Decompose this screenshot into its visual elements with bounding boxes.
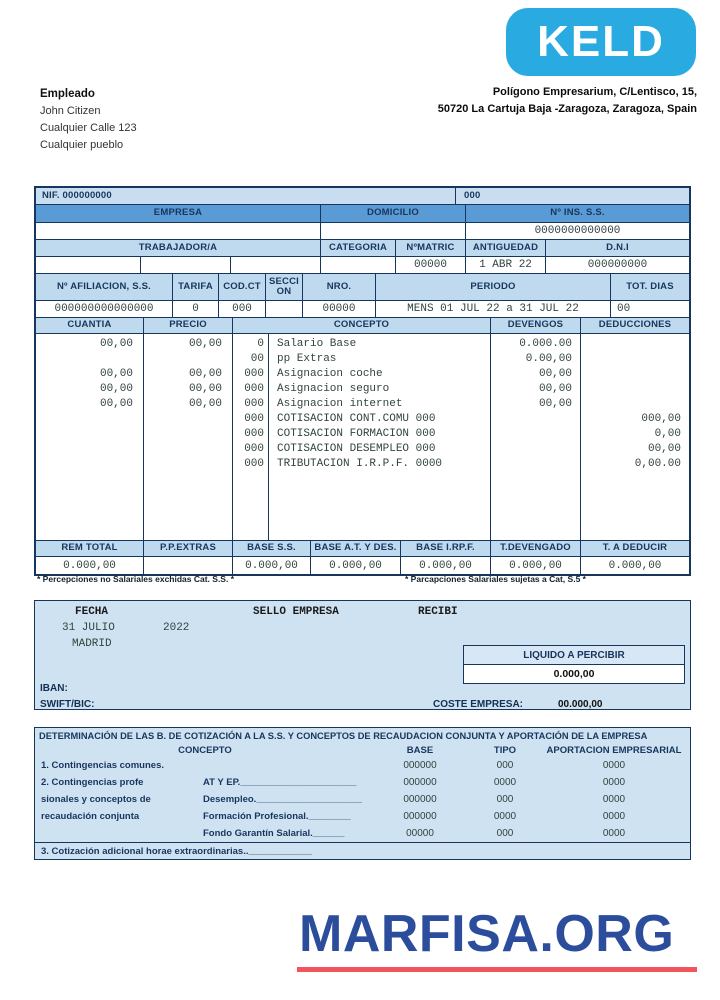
employee-town: Cualquier pueblo <box>40 139 124 151</box>
body-line <box>36 427 133 442</box>
det-row-1-label: 1. Contingencias comunes. <box>41 760 164 771</box>
basess-value: 0.000,00 <box>245 559 298 572</box>
det-row-3-tipo: 000 <box>496 794 514 805</box>
cuantia-header: CUANTIA <box>67 319 112 331</box>
employee-block <box>40 88 137 154</box>
det-row-5-aport: 0000 <box>602 828 626 839</box>
liquido-box <box>463 645 685 684</box>
body-line <box>581 337 681 352</box>
marfisa-underline <box>297 967 697 972</box>
totdias-value: 00 <box>617 303 631 315</box>
recibi-label: RECIBI <box>418 606 458 618</box>
basess-header: BASE S.S. <box>247 542 296 554</box>
totals-header-row <box>36 541 689 557</box>
company-header-row <box>36 205 689 223</box>
body-line <box>144 457 222 472</box>
concept-body <box>36 334 689 541</box>
body-line <box>144 412 222 427</box>
cuantia-column <box>36 334 144 540</box>
determination-panel <box>34 727 691 860</box>
coste-empresa-value: 00.000,00 <box>558 699 603 710</box>
det-row-4-sublabel: Formación Profesional.________ <box>203 811 351 822</box>
det-row-3-sublabel: Desempleo.____________________ <box>203 794 362 805</box>
totals-value-row <box>36 557 689 574</box>
worker-cell-2 <box>141 257 231 273</box>
devengos-header: DEVENGOS <box>507 319 564 331</box>
det-row-4-label: recaudación conjunta <box>41 811 140 822</box>
empresa-header: EMPRESA <box>153 207 203 219</box>
body-line <box>491 457 572 472</box>
body-line: 00,00 <box>538 398 572 410</box>
afiliacion-value: 000000000000000 <box>54 303 154 315</box>
baseat-header: BASE A.T. Y DES. <box>314 542 397 554</box>
body-line: 0.00,00 <box>525 353 572 365</box>
body-line: Asignacion seguro <box>277 383 390 395</box>
body-line: 000 <box>244 443 264 455</box>
det-row-2-sublabel: AT Y EP.______________________ <box>203 777 357 788</box>
det-row-2-base: 000000 <box>403 777 437 788</box>
det-base-header: BASE <box>406 745 434 756</box>
body-line: 000 <box>244 398 264 410</box>
body-line: 0.000.00 <box>519 338 572 350</box>
body-line <box>144 352 222 367</box>
periodo-header: PERIODO <box>470 280 516 292</box>
antiguedad-header: ANTIGUEDAD <box>472 241 539 253</box>
fecha-year: 2022 <box>163 622 190 634</box>
det-row-5-sublabel: Fondo Garantín Salarial.______ <box>203 828 345 839</box>
coste-empresa-label: COSTE EMPRESA: <box>433 699 524 710</box>
liquido-value: 0.000,00 <box>553 668 595 680</box>
body-line: COTISACION DESEMPLEO 000 <box>277 443 436 455</box>
footnote-left: * Percepciones no Salariales exchidas Cat. S.S. * <box>37 574 235 584</box>
affiliation-value-row <box>36 301 689 318</box>
body-line: 0,00 <box>654 428 681 440</box>
body-line: TRIBUTACION I.R.P.F. 0000 <box>277 458 443 470</box>
body-line: 0 <box>257 338 264 350</box>
nif-code: 000 <box>464 189 481 201</box>
body-line: 000 <box>244 383 264 395</box>
body-line: 00,00 <box>99 338 133 350</box>
matric-value: 00000 <box>413 259 447 271</box>
body-line: 00 <box>250 353 264 365</box>
periodo-value: MENS 01 JUL 22 a 31 JUL 22 <box>407 303 579 315</box>
receipt-panel <box>34 600 691 710</box>
remtotal-header: REM TOTAL <box>61 542 118 554</box>
det-row-5-tipo: 000 <box>496 828 514 839</box>
det-concepto-header: CONCEPTO <box>178 745 232 756</box>
afiliacion-header: Nº AFILIACION, S.S. <box>56 280 151 292</box>
tarifa-value: 0 <box>192 303 199 315</box>
worker-value-row <box>36 257 689 274</box>
body-line: COTISACION CONT.COMU 000 <box>277 413 436 425</box>
employee-name: John Citizen <box>40 105 101 117</box>
precio-header: PRECIO <box>169 319 207 331</box>
totdias-header: TOT. DIAS <box>626 280 674 292</box>
determination-divider <box>35 842 690 843</box>
body-line: 000 <box>244 458 264 470</box>
domicilio-header: DOMICILIO <box>367 207 419 219</box>
company-value-row <box>36 223 689 240</box>
code-column <box>233 334 269 540</box>
employee-label: Empleado <box>40 88 95 100</box>
body-line <box>36 442 133 457</box>
body-line: 000 <box>244 428 264 440</box>
nro-value: 00000 <box>322 303 356 315</box>
body-line: 00,00 <box>188 398 222 410</box>
codct-value: 000 <box>232 303 252 315</box>
tadeducir-value: 0.000,00 <box>608 559 662 572</box>
body-line: 00,00 <box>188 383 222 395</box>
det-row-3-label: sionales y conceptos de <box>41 794 151 805</box>
body-line: 000,00 <box>641 413 681 425</box>
liquido-label: LIQUIDO A PERCIBIR <box>523 649 625 661</box>
det-aportacion-header: APORTACION EMPRESARIAL <box>546 745 682 756</box>
body-line: 000 <box>244 368 264 380</box>
body-line: 00,00 <box>99 368 133 380</box>
body-line: 00,00 <box>99 383 133 395</box>
body-line <box>36 352 133 367</box>
determination-title: DETERMINACIÓN DE LAS B. DE COTIZACIÓN A LA S.S. Y CONCEPTOS DE RECAUDACION CONJUNTA Y APORTACIÓN DE LA EMPRESA <box>39 731 648 741</box>
fecha-day: 31 JULIO <box>62 622 115 634</box>
categoria-header: CATEGORIA <box>328 241 388 253</box>
body-line: 000 <box>244 413 264 425</box>
body-line: 00,00 <box>538 383 572 395</box>
fecha-label: FECHA <box>75 606 109 618</box>
company-address-line1: Polígono Empresarium, C/Lentisco, 15, <box>492 86 697 98</box>
ppextras-header: P.P.EXTRAS <box>159 542 217 554</box>
body-line <box>36 412 133 427</box>
det-row-2-label: 2. Contingencias profe <box>41 777 144 788</box>
trabajador-header: TRABAJADOR/A <box>138 241 218 253</box>
concepto-header: CONCEPTO <box>333 319 390 331</box>
det-tipo-header: TIPO <box>493 745 517 756</box>
det-row-2-aport: 0000 <box>602 777 626 788</box>
ins-value: 0000000000000 <box>534 225 621 237</box>
det-row-1-tipo: 000 <box>496 760 514 771</box>
deducciones-column <box>581 334 689 540</box>
employee-street: Cualquier Calle 123 <box>40 122 137 134</box>
codct-header: COD.CT <box>223 280 261 292</box>
seccion-header: SECCION <box>268 275 300 297</box>
affiliation-header-row <box>36 274 689 301</box>
payslip-table <box>34 186 691 576</box>
tarifa-header: TARIFA <box>178 280 213 292</box>
body-line: 00,00 <box>188 368 222 380</box>
body-line: pp Extras <box>277 353 337 365</box>
swift-label: SWIFT/BIC: <box>40 699 95 710</box>
det-row-5-base: 00000 <box>406 828 434 839</box>
ins-header: Nº INS. S.S. <box>550 207 605 219</box>
categoria-value <box>321 257 396 273</box>
matric-header: NºMATRIC <box>406 241 455 253</box>
det-row-4-aport: 0000 <box>602 811 626 822</box>
company-address <box>380 84 697 118</box>
baseat-value: 0.000,00 <box>329 559 382 572</box>
deducciones-header: DEDUCCIONES <box>598 319 672 331</box>
det-row-2-tipo: 0000 <box>493 777 517 788</box>
devengos-column <box>491 334 581 540</box>
body-line <box>144 427 222 442</box>
keld-logo-text: KELD <box>537 17 665 66</box>
remtotal-value: 0.000,00 <box>63 559 116 572</box>
body-line: 0,00.00 <box>634 458 681 470</box>
empresa-value <box>36 223 321 239</box>
det-row-3-aport: 0000 <box>602 794 626 805</box>
det-footer-line: 3. Cotización adicional horae extraordinarias..____________ <box>41 846 312 857</box>
marfisa-logo-text: MARFISA.ORG <box>299 905 675 963</box>
footnote-right: * Parcapciones Salariales sujetas a Cat, S.5 * <box>405 574 586 584</box>
company-address-line2: 50720 La Cartuja Baja -Zaragoza, Zaragoza, Spain <box>437 103 697 115</box>
body-line <box>36 457 133 472</box>
det-row-4-base: 000000 <box>403 811 437 822</box>
tdevengado-header: T.DEVENGADO <box>500 542 571 554</box>
body-line <box>491 427 572 442</box>
baseirpf-header: BASE I.RP.F. <box>416 542 475 554</box>
det-row-1-aport: 0000 <box>602 760 626 771</box>
baseirpf-value: 0.000,00 <box>419 559 472 572</box>
fecha-city: MADRID <box>72 638 112 650</box>
body-line: 00,00 <box>538 368 572 380</box>
det-row-4-tipo: 0000 <box>493 811 517 822</box>
body-line: 00,00 <box>99 398 133 410</box>
domicilio-value <box>321 223 466 239</box>
dni-value: 000000000 <box>587 259 648 271</box>
precio-column <box>144 334 233 540</box>
sello-empresa-label: SELLO EMPRESA <box>253 606 339 618</box>
det-row-3-base: 000000 <box>403 794 437 805</box>
worker-cell-3 <box>231 257 321 273</box>
body-line <box>491 442 572 457</box>
nif-value: NIF. 000000000 <box>42 189 112 201</box>
body-line: Asignacion internet <box>277 398 403 410</box>
concept-header-row <box>36 318 689 334</box>
concepto-column <box>269 334 491 540</box>
body-line: COTISACION FORMACION 000 <box>277 428 436 440</box>
nro-header: NRO. <box>326 280 352 292</box>
nif-row <box>36 188 689 205</box>
body-line <box>581 367 681 382</box>
antiguedad-value: 1 ABR 22 <box>479 259 532 271</box>
tdevengado-value: 0.000,00 <box>509 559 562 572</box>
body-line: 00,00 <box>188 338 222 350</box>
body-line <box>144 442 222 457</box>
body-line: 00,00 <box>647 443 681 455</box>
keld-logo <box>506 8 696 76</box>
worker-header-row <box>36 240 689 257</box>
body-line: Asignacion coche <box>277 368 383 380</box>
worker-cell-1 <box>36 257 141 273</box>
body-line <box>581 352 681 367</box>
body-line <box>581 397 681 412</box>
body-line <box>581 382 681 397</box>
det-row-1-base: 000000 <box>403 760 437 771</box>
dni-header: D.N.I <box>606 241 629 253</box>
tadeducir-header: T. A DEDUCIR <box>602 542 668 554</box>
body-line: Salario Base <box>277 338 357 350</box>
body-line <box>491 412 572 427</box>
iban-label: IBAN: <box>40 683 68 694</box>
